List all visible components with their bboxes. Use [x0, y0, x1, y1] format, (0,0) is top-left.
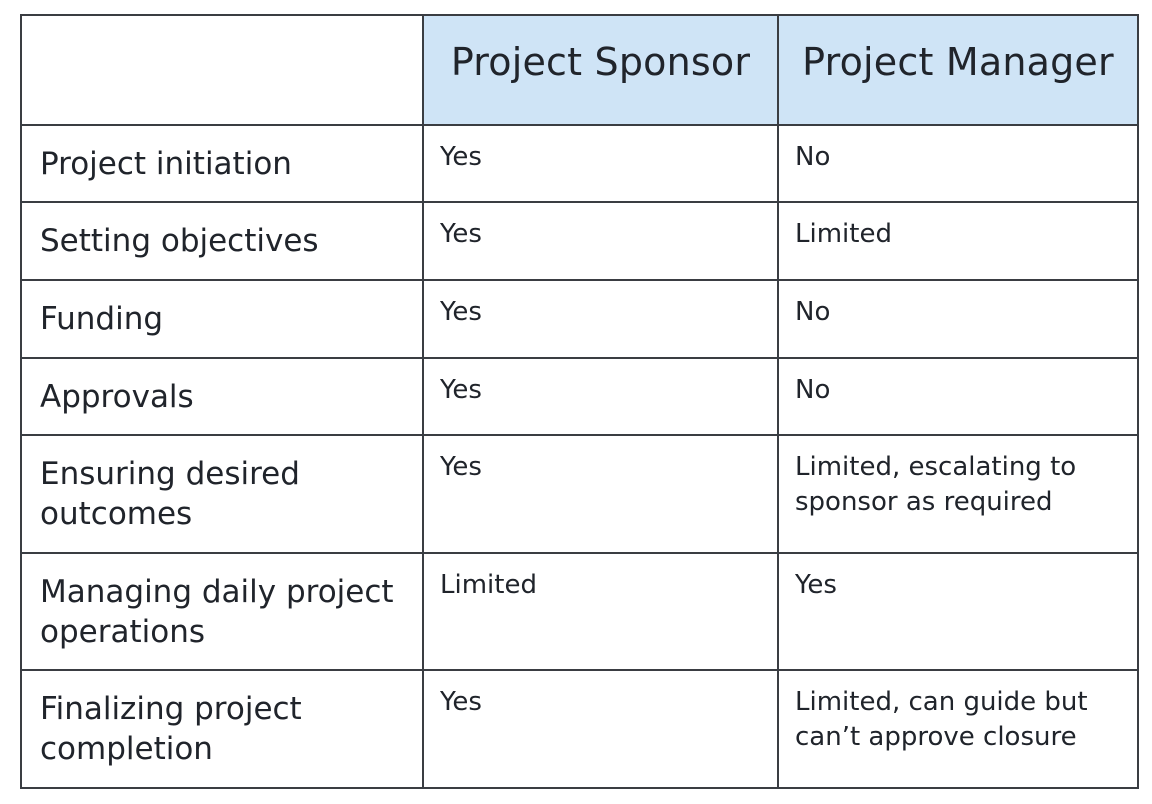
row-label: Approvals — [21, 358, 423, 435]
table-row — [21, 435, 1138, 553]
row-label: Project initiation — [21, 125, 423, 202]
sponsor-cell: Yes — [423, 280, 778, 358]
row-label: Ensuring desired outcomes — [21, 435, 423, 553]
sponsor-cell: Limited — [423, 553, 778, 670]
column-header-project-sponsor: Project Sponsor — [423, 15, 778, 125]
row-label: Finalizing project completion — [21, 670, 423, 788]
header-row — [21, 15, 1138, 125]
table-row — [21, 202, 1138, 280]
sponsor-cell: Yes — [423, 358, 778, 435]
table-row — [21, 553, 1138, 670]
comparison-table — [20, 14, 1139, 789]
corner-cell — [21, 15, 423, 125]
column-header-project-manager: Project Manager — [778, 15, 1138, 125]
manager-cell: Limited — [778, 202, 1138, 280]
sponsor-cell: Yes — [423, 202, 778, 280]
table-row — [21, 125, 1138, 202]
row-label: Funding — [21, 280, 423, 358]
sponsor-cell: Yes — [423, 670, 778, 788]
table-row — [21, 358, 1138, 435]
manager-cell: Yes — [778, 553, 1138, 670]
sponsor-cell: Yes — [423, 125, 778, 202]
row-label: Setting objectives — [21, 202, 423, 280]
sponsor-cell: Yes — [423, 435, 778, 553]
manager-cell: No — [778, 125, 1138, 202]
row-label: Managing daily project operations — [21, 553, 423, 670]
manager-cell: No — [778, 358, 1138, 435]
manager-cell: Limited, escalating to sponsor as required — [778, 435, 1138, 553]
manager-cell: Limited, can guide but can’t approve closure — [778, 670, 1138, 788]
manager-cell: No — [778, 280, 1138, 358]
table-row — [21, 670, 1138, 788]
table-row — [21, 280, 1138, 358]
